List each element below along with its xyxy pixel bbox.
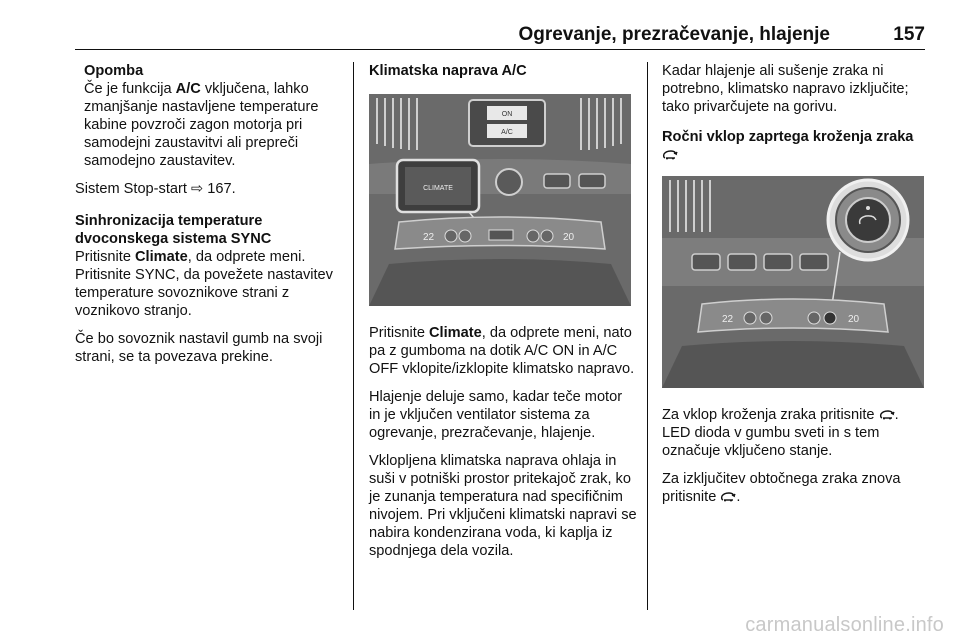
page-header [75,0,925,50]
recirc-heading: Ročni vklop zaprtega kroženja zraka [662,128,930,164]
sync-paragraph-1: Pritisnite Climate, da odprete meni. Pritisnite SYNC, da povežete nastavitev temperature sovoznikove strani z voznikovo stranjo. [75,249,333,319]
recirculation-icon [720,491,736,502]
page-ref-arrow-icon: ⇨ [190,181,204,197]
page-title: Ogrevanje, prezračevanje, hlajenje [518,24,830,45]
column-2 [369,62,637,570]
ac-on-label: ON [501,111,513,118]
column-divider-1 [353,62,354,610]
recirc-intro-paragraph: Kadar hlajenje ali sušenje zraka ni potrebno, klimatsko napravo izključite; tako privarčujete na gorivu. [662,63,909,115]
sync-paragraph-2: Če bo sovoznik nastavil gumb na svoji strani, se ta povezava prekine. [75,331,323,365]
temp-right-label: 20 [563,232,575,243]
column-1 [75,62,345,376]
temp-left-label: 22 [423,232,435,243]
ac-paragraph-2: Hlajenje deluje samo, kadar teče motor in je vključen ventilator sistema za ogrevanje, prezračevanje, hlajenje. [369,389,623,441]
recirc-paragraph-on: Za vklop kroženja zraka pritisnite . LED dioda v gumbu sveti in s tem označuje vključeno stanje. [662,407,899,459]
ac-ac-label: A/C [501,129,513,136]
note-title: Opomba [84,63,144,79]
sync-heading: Sinhronizacija temperature dvoconskega sistema SYNC [75,213,272,247]
ac-heading: Klimatska naprava A/C [369,63,527,79]
ac-illustration [369,94,631,306]
recirculation-icon [662,149,678,160]
temp-right-label: 20 [848,314,860,325]
ac-paragraph-3: Vklopljena klimatska naprava ohlaja in suši v potniški prostor pritekajoč zrak, ko je zunanja temperatura nad specifičnim nivojem. Pri vključeni klimatski napravi se nabira kondenzirana voda, ki kaplja iz spodnjega dela vozila. [369,453,637,559]
ac-paragraph-1: Pritisnite Climate, da odprete meni, nato pa z gumboma na dotik A/C ON in A/C OFF vklopite/izklopite klimatsko napravo. [369,325,635,377]
page-number: 157 [893,24,925,45]
watermark: carmanualsonline.info [745,614,944,636]
climate-button-label: CLIMATE [423,185,453,192]
column-divider-2 [647,62,648,610]
recirculation-icon [879,409,895,420]
column-3 [662,62,930,516]
recirc-paragraph-off: Za izključitev obtočnega zraka znova pritisnite . [662,471,901,505]
note-box [75,62,345,170]
cross-reference: Sistem Stop-start ⇨ 167. [75,181,236,197]
ac-figure [369,94,631,306]
recirc-illustration [662,176,924,388]
temp-left-label: 22 [722,314,734,325]
recirc-figure [662,176,924,388]
header-rule [75,49,925,50]
note-text: Če je funkcija A/C vključena, lahko zmanjšanje nastavljene temperature kabine povzroči zagon motorja pri samodejni zaustavitvi ali prepreči samodejno zaustavitev. [84,81,319,169]
